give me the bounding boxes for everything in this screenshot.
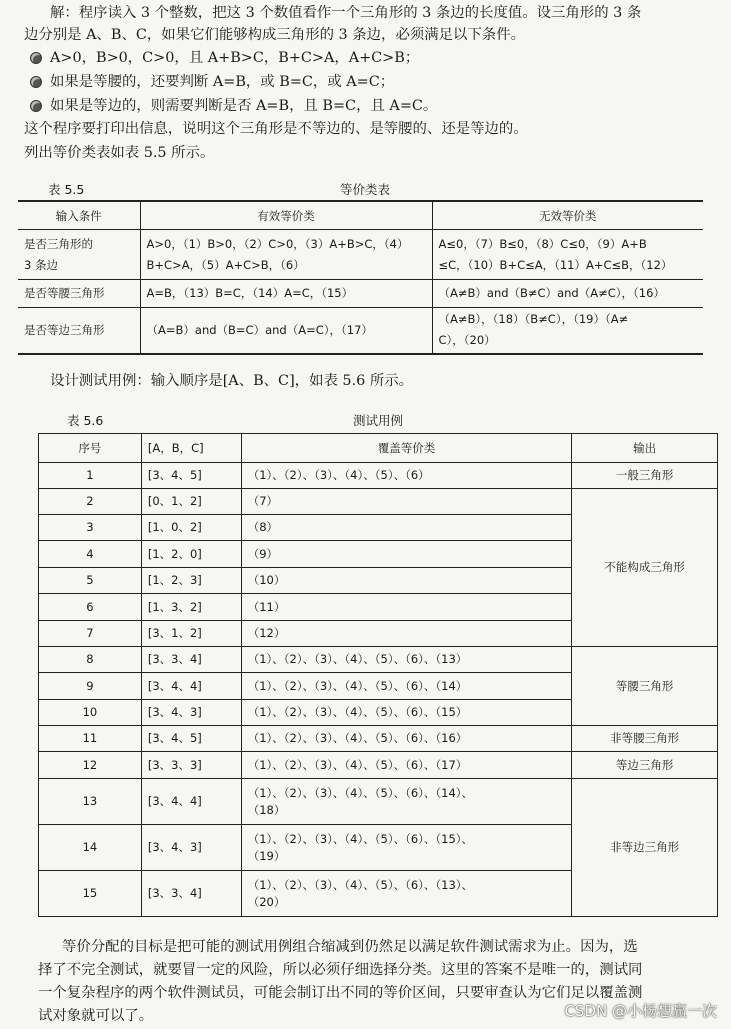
test-case-intro: 设计测试用例：输入顺序是[A、B、C]，如表 5.6 所示。 xyxy=(50,373,414,389)
header-coverage: 覆盖等价类 xyxy=(241,434,571,463)
intro-line-1: 解：程序读入 3 个整数，把这 3 个数值看作一个三角形的 3 条边的长度值。设三角形的 3 条 xyxy=(50,5,642,21)
cell-abc: [3、4、3] xyxy=(141,700,241,726)
cell-coverage: （1）、（2）、（3）、（4）、（5）、（6） xyxy=(241,463,571,489)
intro-line-4: 列出等价类表如表 5.5 所示。 xyxy=(24,145,215,161)
test-case-table xyxy=(38,433,718,917)
header-input-condition: 输入条件 xyxy=(18,201,140,230)
cell-coverage: （1）、（2）、（3）、（4）、（5）、（6）、（15） xyxy=(241,700,571,726)
table2-caption: 表 5.6 xyxy=(67,413,104,428)
cell-number: 5 xyxy=(39,568,142,594)
cell-output: 非等边三角形 xyxy=(572,779,718,917)
header-abc: [A，B，C] xyxy=(141,434,241,463)
cell-abc: [1、2、3] xyxy=(141,568,241,594)
cell-abc: [3、4、5] xyxy=(141,463,241,489)
cell-abc: [0、1、2] xyxy=(141,489,241,515)
row-invalid: （A≠B），（18）（B≠C），（19）（A≠ C），（20） xyxy=(432,308,703,354)
cell-number: 11 xyxy=(39,726,142,752)
table-row xyxy=(39,726,718,752)
row-condition: 是否等腰三角形 xyxy=(18,280,140,308)
cell-abc: [1、0、2] xyxy=(141,515,241,541)
intro-line-3: 这个程序要打印出信息，说明这个三角形是不等边的、是等腰的、还是等边的。 xyxy=(24,121,528,137)
cell-abc: [1、3、2] xyxy=(141,594,241,621)
row-condition: 是否三角形的 3 条边 xyxy=(18,230,140,280)
intro-line-2: 边分别是 A、B、C，如果它们能够构成三角形的 3 条边，必须满足以下条件。 xyxy=(24,27,525,43)
cell-number: 4 xyxy=(39,541,142,568)
bullet-text: A>0，B>0，C>0，且 A+B>C，B+C>A，A+C>B； xyxy=(50,50,420,66)
cell-abc: [3、3、4] xyxy=(141,647,241,673)
row-valid: （A=B）and（B=C）and（A=C），（17） xyxy=(140,308,432,354)
table-row xyxy=(39,489,718,515)
table-header-row xyxy=(39,434,718,463)
cell-output: 非等腰三角形 xyxy=(572,726,718,752)
cell-abc: [3、4、3] xyxy=(141,825,241,871)
cell-coverage: （7） xyxy=(241,489,571,515)
cell-number: 9 xyxy=(39,673,142,700)
cell-abc: [3、3、4] xyxy=(141,871,241,917)
table1-caption: 表 5.5 xyxy=(48,182,85,197)
cell-number: 1 xyxy=(39,463,142,489)
cell-abc: [3、3、3] xyxy=(141,752,241,779)
cell-number: 10 xyxy=(39,700,142,726)
row-invalid: （A≠B）and（B≠C）and（A≠C），（16） xyxy=(432,280,703,308)
cell-coverage: （1）、（2）、（3）、（4）、（5）、（6）、（14）、 （18） xyxy=(241,779,571,825)
header-invalid-class: 无效等价类 xyxy=(432,201,703,230)
cell-abc: [3、4、4] xyxy=(141,779,241,825)
cell-abc: [3、1、2] xyxy=(141,621,241,647)
cell-coverage: （12） xyxy=(241,621,571,647)
cell-number: 8 xyxy=(39,647,142,673)
row-invalid: A≤0，（7）B≤0，（8）C≤0，（9）A+B ≤C，（10）B+C≤A，（11）A+C≤B，（12） xyxy=(432,230,703,280)
table-row xyxy=(18,280,703,308)
cell-coverage: （1）、（2）、（3）、（4）、（5）、（6）、（13）、 （20） xyxy=(241,871,571,917)
cell-output: 一般三角形 xyxy=(572,463,718,489)
equivalence-class-table xyxy=(18,200,703,355)
table-row xyxy=(39,752,718,779)
row-valid: A=B，（13）B=C，（14）A=C，（15） xyxy=(140,280,432,308)
cell-output: 等边三角形 xyxy=(572,752,718,779)
cell-number: 15 xyxy=(39,871,142,917)
header-valid-class: 有效等价类 xyxy=(140,201,432,230)
cell-number: 12 xyxy=(39,752,142,779)
bullet-2 xyxy=(30,71,394,93)
bullet-text: 如果是等腰的，还要判断 A=B，或 B=C，或 A=C； xyxy=(50,74,395,90)
cell-number: 6 xyxy=(39,594,142,621)
cell-coverage: （10） xyxy=(241,568,571,594)
conclusion-line-2: 择了不完全测试，就要冒一定的风险，所以必须仔细选择分类。这里的答案不是唯一的，测试同 xyxy=(38,962,643,978)
cell-coverage: （11） xyxy=(241,594,571,621)
table-row xyxy=(39,463,718,489)
cell-abc: [1、2、0] xyxy=(141,541,241,568)
cell-coverage: （1）、（2）、（3）、（4）、（5）、（6）、（15）、 （19） xyxy=(241,825,571,871)
conclusion-line-3: 一个复杂程序的两个软件测试员，可能会制订出不同的等价区间，只要审查认为它们足以覆盖测 xyxy=(38,985,643,1001)
cell-coverage: （1）、（2）、（3）、（4）、（5）、（6）、（17） xyxy=(241,752,571,779)
cell-coverage: （1）、（2）、（3）、（4）、（5）、（6）、（14） xyxy=(241,673,571,700)
bullet-dot-icon xyxy=(30,52,42,64)
row-valid: A>0，（1）B>0，（2）C>0，（3）A+B>C，（4） B+C>A，（5）A+C>B，（6） xyxy=(140,230,432,280)
table-row xyxy=(18,230,703,280)
bullet-1 xyxy=(30,47,419,69)
conclusion-line-4: 试对象就可以了。 xyxy=(38,1008,154,1024)
cell-coverage: （1）、（2）、（3）、（4）、（5）、（6）、（16） xyxy=(241,726,571,752)
csdn-watermark: CSDN @小杨想赢一次 xyxy=(564,1002,717,1020)
header-number: 序号 xyxy=(39,434,142,463)
table-header-row xyxy=(18,201,703,230)
cell-output: 等腰三角形 xyxy=(572,647,718,726)
cell-coverage: （1）、（2）、（3）、（4）、（5）、（6）、（13） xyxy=(241,647,571,673)
bullet-dot-icon xyxy=(30,100,42,112)
conclusion-line-1: 等价分配的目标是把可能的测试用例组合缩减到仍然足以满足软件测试需求为止。因为，选 xyxy=(62,939,638,955)
table2-title: 测试用例 xyxy=(353,413,404,428)
bullet-3 xyxy=(30,95,437,117)
cell-abc: [3、4、4] xyxy=(141,673,241,700)
cell-number: 7 xyxy=(39,621,142,647)
cell-number: 13 xyxy=(39,779,142,825)
table-row xyxy=(39,779,718,825)
cell-number: 3 xyxy=(39,515,142,541)
cell-coverage: （8） xyxy=(241,515,571,541)
table-row xyxy=(18,308,703,354)
table-row xyxy=(39,647,718,673)
bullet-dot-icon xyxy=(30,76,42,88)
row-condition: 是否等边三角形 xyxy=(18,308,140,354)
cell-output: 不能构成三角形 xyxy=(572,489,718,647)
cell-abc: [3、4、5] xyxy=(141,726,241,752)
header-output: 输出 xyxy=(572,434,718,463)
cell-number: 14 xyxy=(39,825,142,871)
cell-coverage: （9） xyxy=(241,541,571,568)
table1-title: 等价类表 xyxy=(340,182,391,197)
cell-number: 2 xyxy=(39,489,142,515)
bullet-text: 如果是等边的，则需要判断是否 A=B，且 B=C，且 A=C。 xyxy=(50,98,438,114)
